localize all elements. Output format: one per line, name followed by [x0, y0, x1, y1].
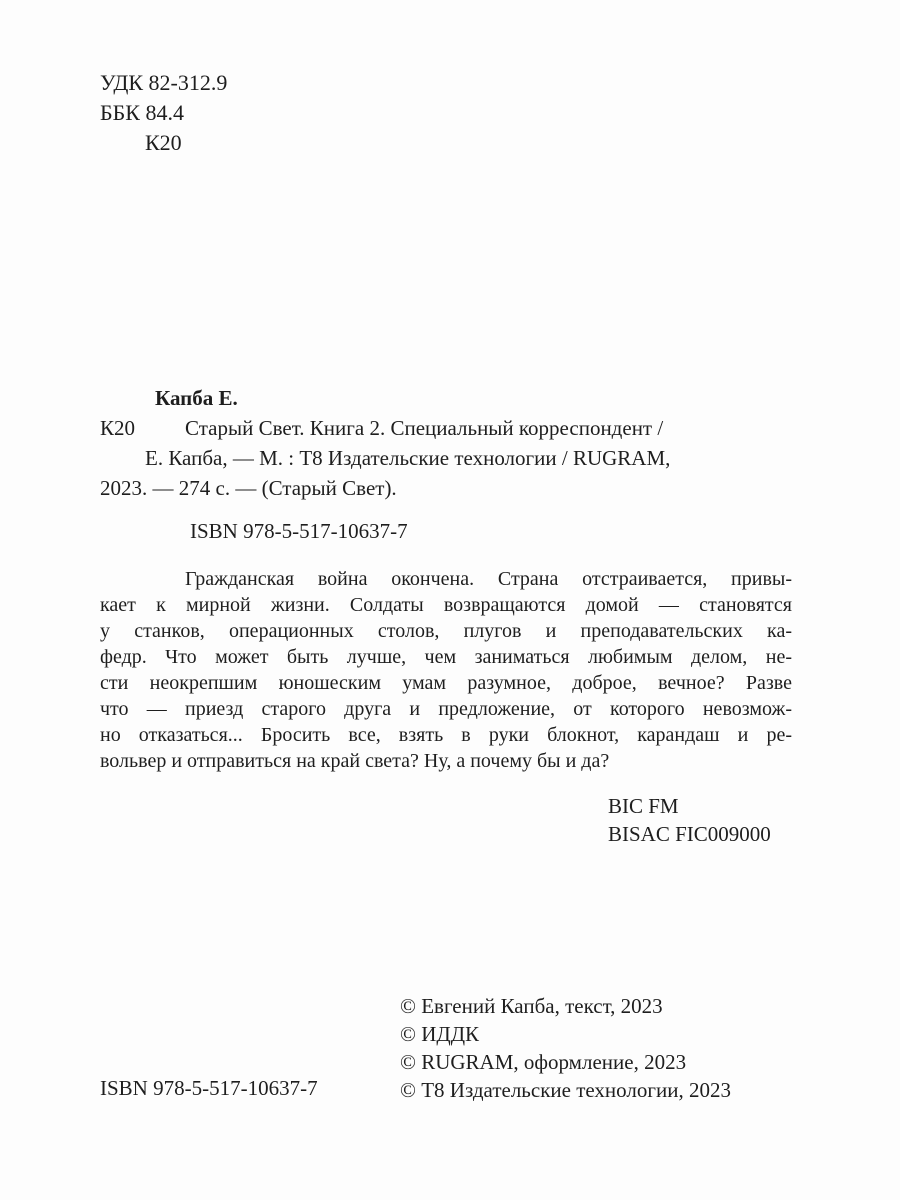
- copyright-line-author: © Евгений Капба, текст, 2023: [400, 994, 663, 1018]
- annotation-line: сти неокрепшим юношеским умам разумное, доброе, вечное? Разве: [100, 672, 792, 694]
- annotation-line: что — приезд старого друга и предложение, от которого невозмож-: [100, 698, 792, 720]
- bic-code: BIC FM: [608, 794, 679, 818]
- catalog-code: К20: [100, 416, 136, 440]
- copyright-line-rugram: © RUGRAM, оформление, 2023: [400, 1050, 687, 1074]
- classification-block: [100, 68, 227, 158]
- isbn-main: ISBN 978-5-517-10637-7: [190, 519, 408, 543]
- author-sign-code: К20: [145, 130, 182, 155]
- catalog-card: [100, 383, 810, 503]
- copyright-block: [400, 992, 731, 1104]
- annotation-line: но отказаться... Бросить все, взять в руки блокнот, карандаш и ре-: [100, 724, 792, 746]
- annotation-line: вольвер и отправиться на край света? Ну, а почему бы и да?: [100, 750, 610, 772]
- copyright-line-t8: © Т8 Издательские технологии, 2023: [400, 1078, 731, 1102]
- annotation-line: федр. Что может быть лучше, чем заниматься любимым делом, не-: [100, 646, 792, 668]
- catalog-author: Капба Е.: [155, 386, 238, 410]
- catalog-line3: 2023. — 274 с. — (Старый Свет).: [100, 476, 397, 500]
- bisac-code: BISAC FIC009000: [608, 822, 771, 846]
- catalog-title-line: [100, 413, 810, 443]
- catalog-line2: Е. Капба, — М. : Т8 Издательские технологии / RUGRAM,: [145, 446, 671, 470]
- catalog-title: Старый Свет. Книга 2. Специальный корреспондент /: [185, 416, 664, 440]
- codes-block: [608, 792, 771, 848]
- annotation-line: у станков, операционных столов, плугов и преподавательских ка-: [100, 620, 792, 642]
- annotation-paragraph: [100, 566, 792, 774]
- isbn-bottom: ISBN 978-5-517-10637-7: [100, 1076, 318, 1100]
- bbk-code: ББК 84.4: [100, 100, 184, 125]
- udk-code: УДК 82-312.9: [100, 70, 228, 95]
- copyright-line-iddk: © ИДДК: [400, 1022, 480, 1046]
- annotation-line: кает к мирной жизни. Солдаты возвращаются домой — становятся: [100, 594, 792, 616]
- annotation-line: Гражданская война окончена. Страна отстраивается, привы-: [185, 568, 792, 590]
